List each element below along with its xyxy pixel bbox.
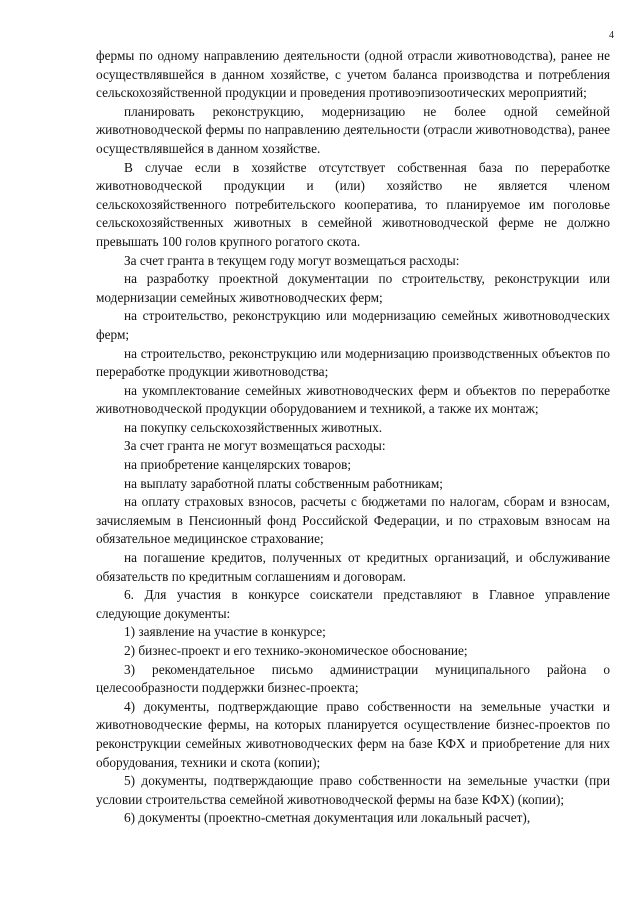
paragraph: В случае если в хозяйстве отсутствует собственная база по переработке животноводческой продукции и (или) хозяйство не является членом сельскохозяйственного потребительского кооператива, то планируемое им поголовье сельскохозяйственных животных в семейной животноводческой ферме не должно превышать 100 голов крупного рогатого скота. bbox=[96, 159, 610, 249]
paragraph: фермы по одному направлению деятельности (одной отрасли животноводства), ранее не осуществлявшейся в данном хозяйстве, с учетом баланса производства и потребления сельскохозяйственной продукции и проведения противоэпизоотических мероприятий; bbox=[96, 48, 610, 101]
paragraph: 2) бизнес-проект и его технико-экономическое обоснование; bbox=[124, 643, 468, 658]
paragraph: 6. Для участия в конкурсе соискатели представляют в Главное управление следующие документы: bbox=[96, 587, 610, 621]
paragraph: За счет гранта в текущем году могут возмещаться расходы: bbox=[124, 252, 460, 268]
paragraph: 6) документы (проектно-сметная документация или локальный расчет), bbox=[124, 810, 531, 826]
paragraph: на строительство, реконструкцию или модернизацию производственных объектов по переработке продукции животноводства; bbox=[96, 345, 610, 380]
paragraph: на оплату страховых взносов, расчеты с бюджетами по налогам, сборам и взносам, зачисляемым в Пенсионный фонд Российской Федерации, и по страховым взносам на обязательное медицинское страхование; bbox=[96, 494, 610, 547]
paragraph: на разработку проектной документации по строительству, реконструкции или модернизации семейных животноводческих ферм; bbox=[96, 271, 610, 305]
paragraph: на покупку сельскохозяйственных животных. bbox=[124, 419, 383, 435]
paragraph: 1) заявление на участие в конкурсе; bbox=[124, 624, 326, 640]
paragraph: на строительство, реконструкцию или модернизацию семейных животноводческих ферм; bbox=[96, 308, 610, 342]
paragraph: планировать реконструкцию, модернизацию не более одной семейной животноводческой фермы по направлению деятельности (отрасли животноводства), ранее осуществлявшейся в данном хозяйстве. bbox=[96, 103, 610, 156]
paragraph: на погашение кредитов, полученных от кредитных организаций, и обслуживание обязательств по кредитным соглашениям и договорам. bbox=[96, 550, 610, 584]
paragraph: на приобретение канцелярских товаров; bbox=[124, 457, 352, 473]
paragraph: За счет гранта не могут возмещаться расходы: bbox=[124, 438, 386, 454]
paragraph: 3) рекомендательное письмо администрации муниципального района о целесообразности поддержки бизнес-проекта; bbox=[96, 661, 610, 696]
paragraph: на укомплектование семейных животноводческих ферм и объектов по переработке животноводческой продукции оборудованием и техникой, а также их монтаж; bbox=[96, 382, 610, 417]
paragraph: 5) документы, подтверждающие право собственности на земельные участки (при условии строительства семейной животноводческой фермы на базе КФХ) (копии); bbox=[96, 773, 610, 807]
body-text bbox=[96, 47, 610, 828]
paragraph: 4) документы, подтверждающие право собственности на земельные участки и животноводческие фермы, на которых планируется осуществление бизнес-проектов по реконструкции семейных животноводческих ферм на базе КФХ и приобретение для них оборудования, техники и скота (копии); bbox=[96, 698, 610, 770]
page-number: 4 bbox=[609, 30, 614, 41]
paragraph: на выплату заработной платы собственным работникам; bbox=[124, 475, 443, 491]
